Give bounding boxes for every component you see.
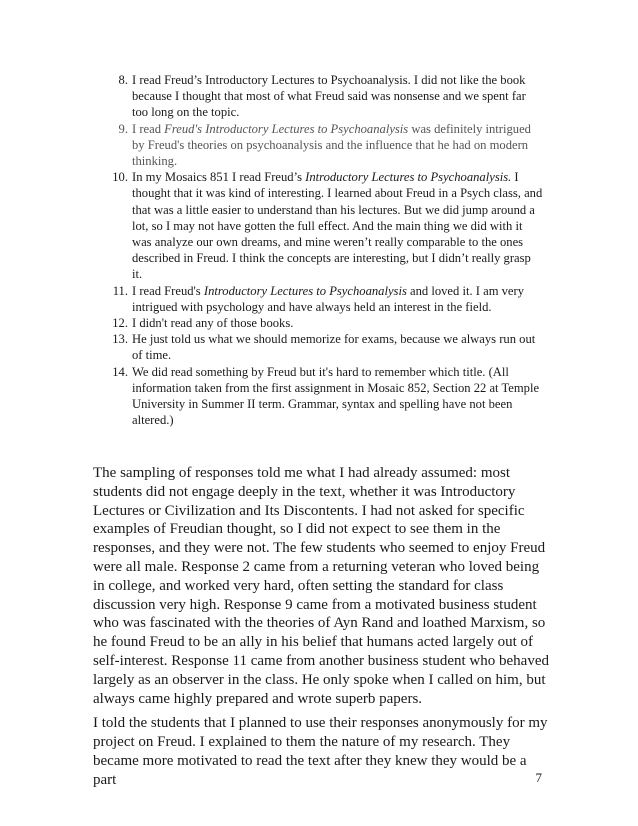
item-number: 8 . bbox=[104, 72, 128, 88]
item-text: We did read something by Freud but it's hard to remember which title. (All information taken from the first assignment in Mosaic 852, Section 22 at Temple University in Summer II term. Grammar, syntax and spelling have not been altered.) bbox=[132, 364, 540, 428]
list-item-13 bbox=[104, 331, 544, 363]
item-number: 13 . bbox=[104, 331, 128, 347]
item-text: I read Freud's Introductory Lectures to Psychoanalysis and loved it. I am very intrigued with psychology and have always held an interest in the field. bbox=[132, 283, 525, 314]
list-item-12 bbox=[104, 315, 544, 331]
item-text: I read Freud's Introductory Lectures to Psychoanalysis was definitely intrigued by Freud's theories on psychoanalysis and the influence that he had on modern thinking. bbox=[132, 121, 531, 169]
body-text bbox=[93, 464, 553, 796]
item-text: I read Freud’s Introductory Lectures to Psychoanalysis. I did not like the book because I thought that most of what Freud said was nonsense and we spent far too long on the topic. bbox=[132, 73, 526, 120]
item-text: He just told us what we should memorize for exams, because we always run out of time. bbox=[132, 332, 536, 363]
book-title: Introductory Lectures to Psychoanalysis bbox=[203, 283, 407, 298]
page-number: 7 bbox=[535, 770, 542, 785]
response-list bbox=[104, 72, 544, 428]
item-number: 9 . bbox=[104, 121, 128, 137]
item-number: 11 . bbox=[104, 283, 128, 299]
item-text: I didn't read any of those books. bbox=[132, 316, 294, 331]
list-item-11 bbox=[104, 283, 544, 315]
item-text: In my Mosaics 851 I read Freud’s Introductory Lectures to Psychoanalysis. I thought that it was kind of interesting. I learned about Freud in a Psych class, and that was a little easier to understand than his lectures. But we did jump around a lot, so I may not have gotten the full effect. And the main thing we did with it was analyze our own dreams, and mine weren’t really comparable to the ones described in Freud. I think the concepts are interesting, but I didn’t really grasp it. bbox=[132, 170, 543, 282]
book-title: Freud's Introductory Lectures to Psychoanalysis bbox=[164, 121, 409, 136]
item-number: 12 . bbox=[104, 315, 128, 331]
list-item-14 bbox=[104, 364, 544, 429]
paragraph: I told the students that I planned to use their responses anonymously for my project on Freud. I explained to them the nature of my research. They became more motivated to read the text after they knew they would be a part bbox=[93, 715, 548, 788]
list-item-9 bbox=[104, 121, 544, 170]
item-number: 14 . bbox=[104, 364, 128, 380]
paragraph: The sampling of responses told me what I had already assumed: most students did not engage deeply in the text, whether it was Introductory Lectures or Civilization and Its Discontents. I had not asked for specific examples of Freudian thought, so I did not expect to see them in the responses, and they were not. The few students who seemed to enjoy Freud were all male. Response 2 came from a returning veteran who loved being in college, and worked very hard, often setting the standard for class discussion very high. Response 9 came from a motivated business student who was fascinated with the theories of Ayn Rand and loathed Marxism, so he found Freud to be an ally in his belief that humans acted largely out of self-interest. Response 11 came from another business student who behaved largely as an observer in the class. He only spoke when I called on him, but always came highly prepared and wrote superb papers. bbox=[93, 465, 549, 707]
list-item-10 bbox=[104, 169, 544, 282]
list-item-8 bbox=[104, 72, 544, 121]
book-title: Introductory Lectures to Psychoanalysis. bbox=[305, 170, 512, 185]
item-number: 10 . bbox=[104, 169, 128, 185]
